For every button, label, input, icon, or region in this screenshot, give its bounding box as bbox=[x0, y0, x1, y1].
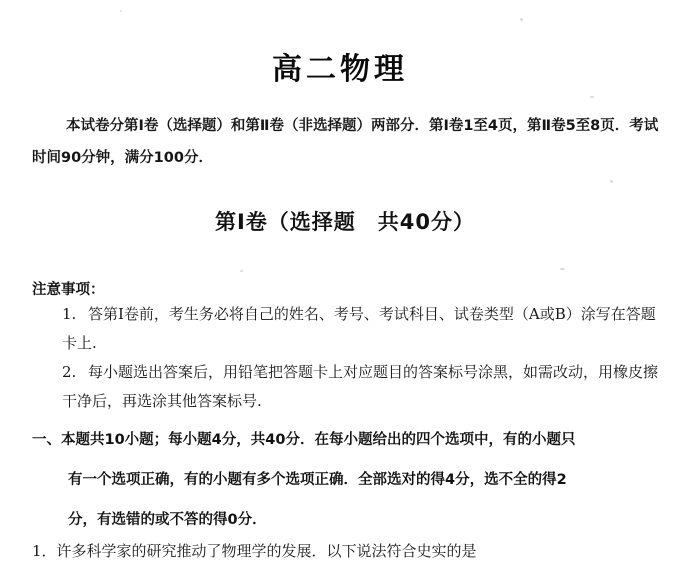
question-1: 1．许多科学家的研究推动了物理学的发展．以下说法符合史实的是 bbox=[32, 542, 477, 560]
intro-paragraph: 本试卷分第Ⅰ卷（选择题）和第Ⅱ卷（非选择题）两部分．第Ⅰ卷1至4页，第Ⅱ卷5至8页．考试时间90分钟，满分100分． bbox=[32, 118, 659, 166]
notice-heading: 注意事项： bbox=[32, 282, 105, 298]
notice-item-text: 答第Ⅰ卷前，考生务必将自己的姓名、考号、考试科目、试卷类型（A或B）涂写在答题卡上. bbox=[62, 305, 656, 352]
notice-item-number: 2. bbox=[62, 363, 77, 381]
notice-item bbox=[62, 300, 662, 358]
scan-speck bbox=[240, 270, 243, 272]
part-one-line: 有一个选项正确，有的小题有多个选项正确．全部选对的得4分，选不全的得2 bbox=[68, 472, 567, 488]
scan-speck bbox=[120, 10, 122, 12]
section-title: 第Ⅰ卷（选择题 共40分） bbox=[214, 210, 476, 234]
document-title: 高二物理 bbox=[272, 52, 408, 87]
notice-item bbox=[62, 358, 662, 416]
part-one-line: 一、本题共10小题；每小题4分，共40分．在每小题给出的四个选项中，有的小题只 bbox=[32, 432, 576, 448]
part-one-line: 分，有选错的或不答的得0分． bbox=[68, 512, 267, 528]
scan-speck bbox=[520, 18, 523, 21]
part-one-instructions bbox=[32, 420, 664, 540]
scan-speck bbox=[560, 268, 565, 270]
scan-speck bbox=[610, 180, 613, 183]
notice-item-number: 1. bbox=[62, 305, 77, 323]
notice-item-text: 每小题选出答案后，用铅笔把答题卡上对应题目的答案标号涂黑，如需改动，用橡皮擦干净后，再选涂其他答案标号. bbox=[62, 363, 659, 410]
scan-speck bbox=[590, 96, 594, 98]
